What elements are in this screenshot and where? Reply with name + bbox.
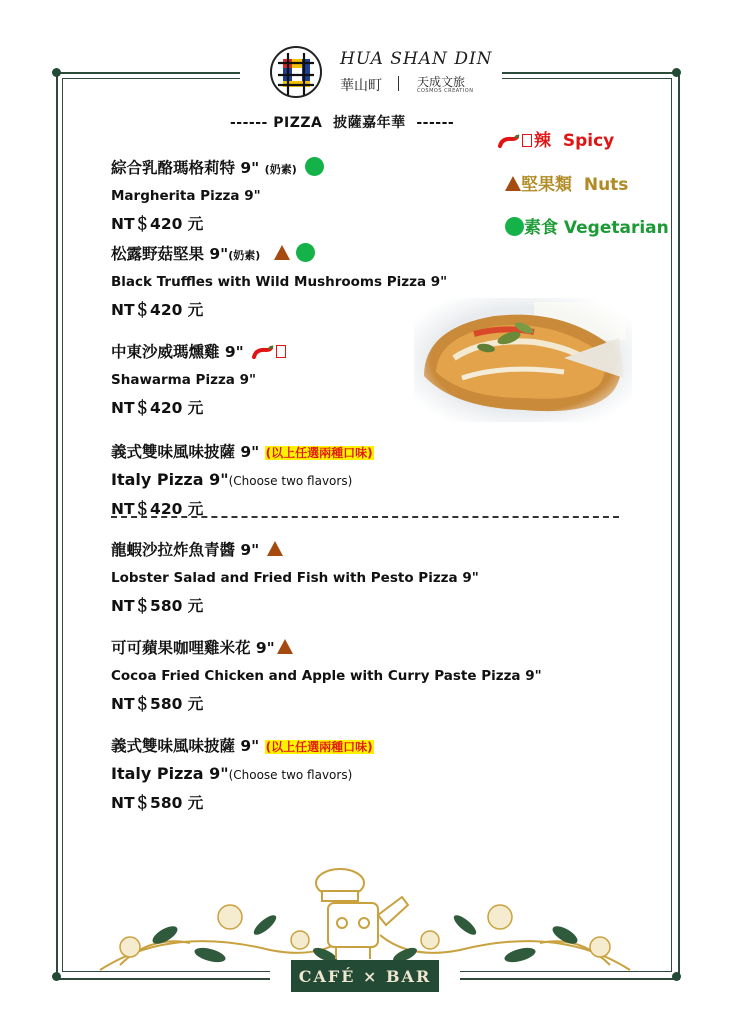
vegetarian-circle-icon	[305, 157, 324, 176]
legend-nuts-en: Nuts	[583, 175, 629, 195]
menu-item	[111, 156, 330, 234]
item-name-en: Black Truffles with Wild Mushrooms Pizza 9"	[111, 274, 448, 290]
item-price: NT＄420 元	[111, 500, 204, 518]
nuts-triangle-icon	[505, 176, 521, 191]
item-price: NT＄420 元	[111, 301, 204, 319]
logo-icon	[269, 45, 323, 99]
item-price: NT＄580 元	[111, 597, 204, 615]
legend-veg-zh: 素食	[524, 218, 558, 238]
legend-spicy	[498, 126, 614, 151]
legend-veg-en: Vegetarian	[563, 218, 669, 238]
item-name-en: Italy Pizza 9"	[111, 470, 229, 489]
menu-item	[111, 538, 479, 616]
nuts-triangle-icon	[274, 245, 290, 260]
menu-item	[111, 242, 447, 320]
corner-dot	[672, 68, 681, 77]
item-name-en: Lobster Salad and Fried Fish with Pesto Pizza 9"	[111, 570, 479, 586]
legend-spicy-zh: 辣	[534, 131, 551, 151]
item-price: NT＄420 元	[111, 215, 204, 233]
corner-dot	[52, 972, 61, 981]
item-name-en: Cocoa Fried Chicken and Apple with Curry Paste Pizza 9"	[111, 668, 542, 684]
item-name-zh: 義式雙味風味披薩 9"	[111, 443, 260, 461]
chili-pepper-icon	[498, 134, 520, 148]
logo-partner-zh: 天成文旅	[417, 75, 466, 89]
flavor-note: (以上任選兩種口味)	[265, 740, 373, 754]
missing-glyph-icon	[522, 134, 532, 147]
item-price: NT＄420 元	[111, 399, 204, 417]
legend-vegetarian	[505, 213, 669, 238]
dashed-divider	[111, 516, 619, 518]
corner-dot	[52, 68, 61, 77]
item-name-en-sub: (Choose two flavors)	[228, 768, 353, 782]
legend-nuts-zh: 堅果類	[521, 175, 572, 195]
nuts-triangle-icon	[267, 541, 283, 556]
legend-nuts	[505, 170, 628, 195]
menu-item	[111, 734, 374, 813]
missing-glyph-icon	[276, 345, 286, 358]
logo-name-en: HUA SHAN DIN	[340, 49, 493, 69]
corner-dot	[672, 972, 681, 981]
pizza-photo	[414, 298, 632, 422]
item-name-zh: 綜合乳酪瑪格莉特 9"	[111, 159, 260, 177]
menu-item	[111, 440, 374, 519]
item-price: NT＄580 元	[111, 794, 204, 812]
item-name-zh: 可可蘋果咖哩雞米花 9"	[111, 639, 275, 657]
cafe-bar-label: CAFÉ × BAR	[291, 960, 439, 992]
logo-separator	[398, 76, 399, 91]
nuts-triangle-icon	[277, 639, 293, 654]
vegetarian-circle-icon	[505, 217, 524, 236]
item-name-en-sub: (Choose two flavors)	[228, 474, 353, 488]
section-title: ------ PIZZA 披薩嘉年華 ------	[230, 115, 455, 131]
item-name-zh: 義式雙味風味披薩 9"	[111, 737, 260, 755]
logo-partner-en: COSMOS CREATION	[417, 88, 474, 94]
item-name-zh: 松露野菇堅果 9"	[111, 245, 229, 263]
item-name-zh: 龍蝦沙拉炸魚青醬 9"	[111, 541, 260, 559]
flavor-note: (以上任選兩種口味)	[265, 446, 373, 460]
menu-item	[111, 636, 542, 714]
logo-name-zh: 華山町	[340, 78, 382, 94]
item-price: NT＄580 元	[111, 695, 204, 713]
item-name-en: Shawarma Pizza 9"	[111, 372, 257, 388]
item-note: (奶素)	[264, 163, 297, 176]
vegetarian-circle-icon	[296, 243, 315, 262]
item-name-en: Margherita Pizza 9"	[111, 188, 261, 204]
legend-spicy-en: Spicy	[562, 131, 615, 151]
item-note: (奶素)	[228, 249, 261, 262]
item-name-zh: 中東沙威瑪燻雞 9"	[111, 343, 244, 361]
item-name-en: Italy Pizza 9"	[111, 764, 229, 783]
chili-pepper-icon	[252, 345, 274, 359]
menu-item	[111, 340, 292, 418]
